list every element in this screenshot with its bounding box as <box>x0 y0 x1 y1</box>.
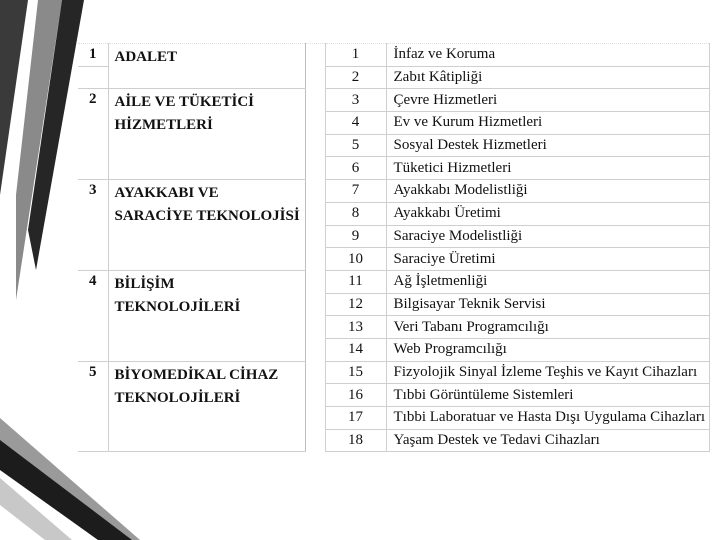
branch-name: Fizyolojik Sinyal İzleme Teşhis ve Kayıt Cihazları <box>386 361 710 384</box>
branch-name: Ayakkabı Üretimi <box>386 202 710 225</box>
branch-name: Zabıt Kâtipliği <box>386 66 710 89</box>
branch-number: 1 <box>325 44 386 67</box>
branch-number: 16 <box>325 384 386 407</box>
branch-number: 13 <box>325 316 386 339</box>
area-name: ADALET <box>108 44 305 89</box>
area-name: AYAKKABI VE SARACİYE TEKNOLOJİSİ <box>108 180 305 271</box>
branch-number: 15 <box>325 361 386 384</box>
branch-number: 12 <box>325 293 386 316</box>
branch-name: Yaşam Destek ve Tedavi Cihazları <box>386 429 710 452</box>
branch-number: 5 <box>325 134 386 157</box>
branch-number: 14 <box>325 338 386 361</box>
branch-number: 9 <box>325 225 386 248</box>
area-number: 4 <box>78 270 108 361</box>
branch-name: İnfaz ve Koruma <box>386 44 710 67</box>
table-row <box>78 180 710 203</box>
branch-name: Bilgisayar Teknik Servisi <box>386 293 710 316</box>
area-name: BİLİŞİM TEKNOLOJİLERİ <box>108 270 305 361</box>
branch-name: Sosyal Destek Hizmetleri <box>386 134 710 157</box>
area-name: AİLE VE TÜKETİCİ HİZMETLERİ <box>108 89 305 180</box>
branch-name: Ev ve Kurum Hizmetleri <box>386 112 710 135</box>
branch-number: 10 <box>325 248 386 271</box>
branch-name: Ayakkabı Modelistliği <box>386 180 710 203</box>
branch-number: 2 <box>325 66 386 89</box>
branch-name: Tüketici Hizmetleri <box>386 157 710 180</box>
branch-number: 8 <box>325 202 386 225</box>
branch-name: Ağ İşletmenliği <box>386 270 710 293</box>
table-row <box>78 361 710 384</box>
branch-name: Çevre Hizmetleri <box>386 89 710 112</box>
branch-name: Saraciye Modelistliği <box>386 225 710 248</box>
branch-name: Tıbbi Laboratuar ve Hasta Dışı Uygulama Cihazları <box>386 407 710 430</box>
area-name: BİYOMEDİKAL CİHAZ TEKNOLOJİLERİ <box>108 361 305 452</box>
branch-name: Web Programcılığı <box>386 338 710 361</box>
area-number: 5 <box>78 361 108 452</box>
vocational-areas-table <box>78 43 710 452</box>
branch-number: 17 <box>325 407 386 430</box>
branch-number: 7 <box>325 180 386 203</box>
table-row <box>78 44 710 67</box>
table-row <box>78 270 710 293</box>
branch-number: 18 <box>325 429 386 452</box>
area-number: 2 <box>78 89 108 180</box>
dark-corner-stripe <box>0 440 132 540</box>
area-number: 3 <box>78 180 108 271</box>
branch-name: Saraciye Üretimi <box>386 248 710 271</box>
branch-number: 3 <box>325 89 386 112</box>
branch-name: Tıbbi Görüntüleme Sistemleri <box>386 384 710 407</box>
branch-number: 4 <box>325 112 386 135</box>
area-number: 1 <box>78 44 108 67</box>
branch-name: Veri Tabanı Programcılığı <box>386 316 710 339</box>
branch-number: 6 <box>325 157 386 180</box>
branch-number: 11 <box>325 270 386 293</box>
table-row <box>78 89 710 112</box>
